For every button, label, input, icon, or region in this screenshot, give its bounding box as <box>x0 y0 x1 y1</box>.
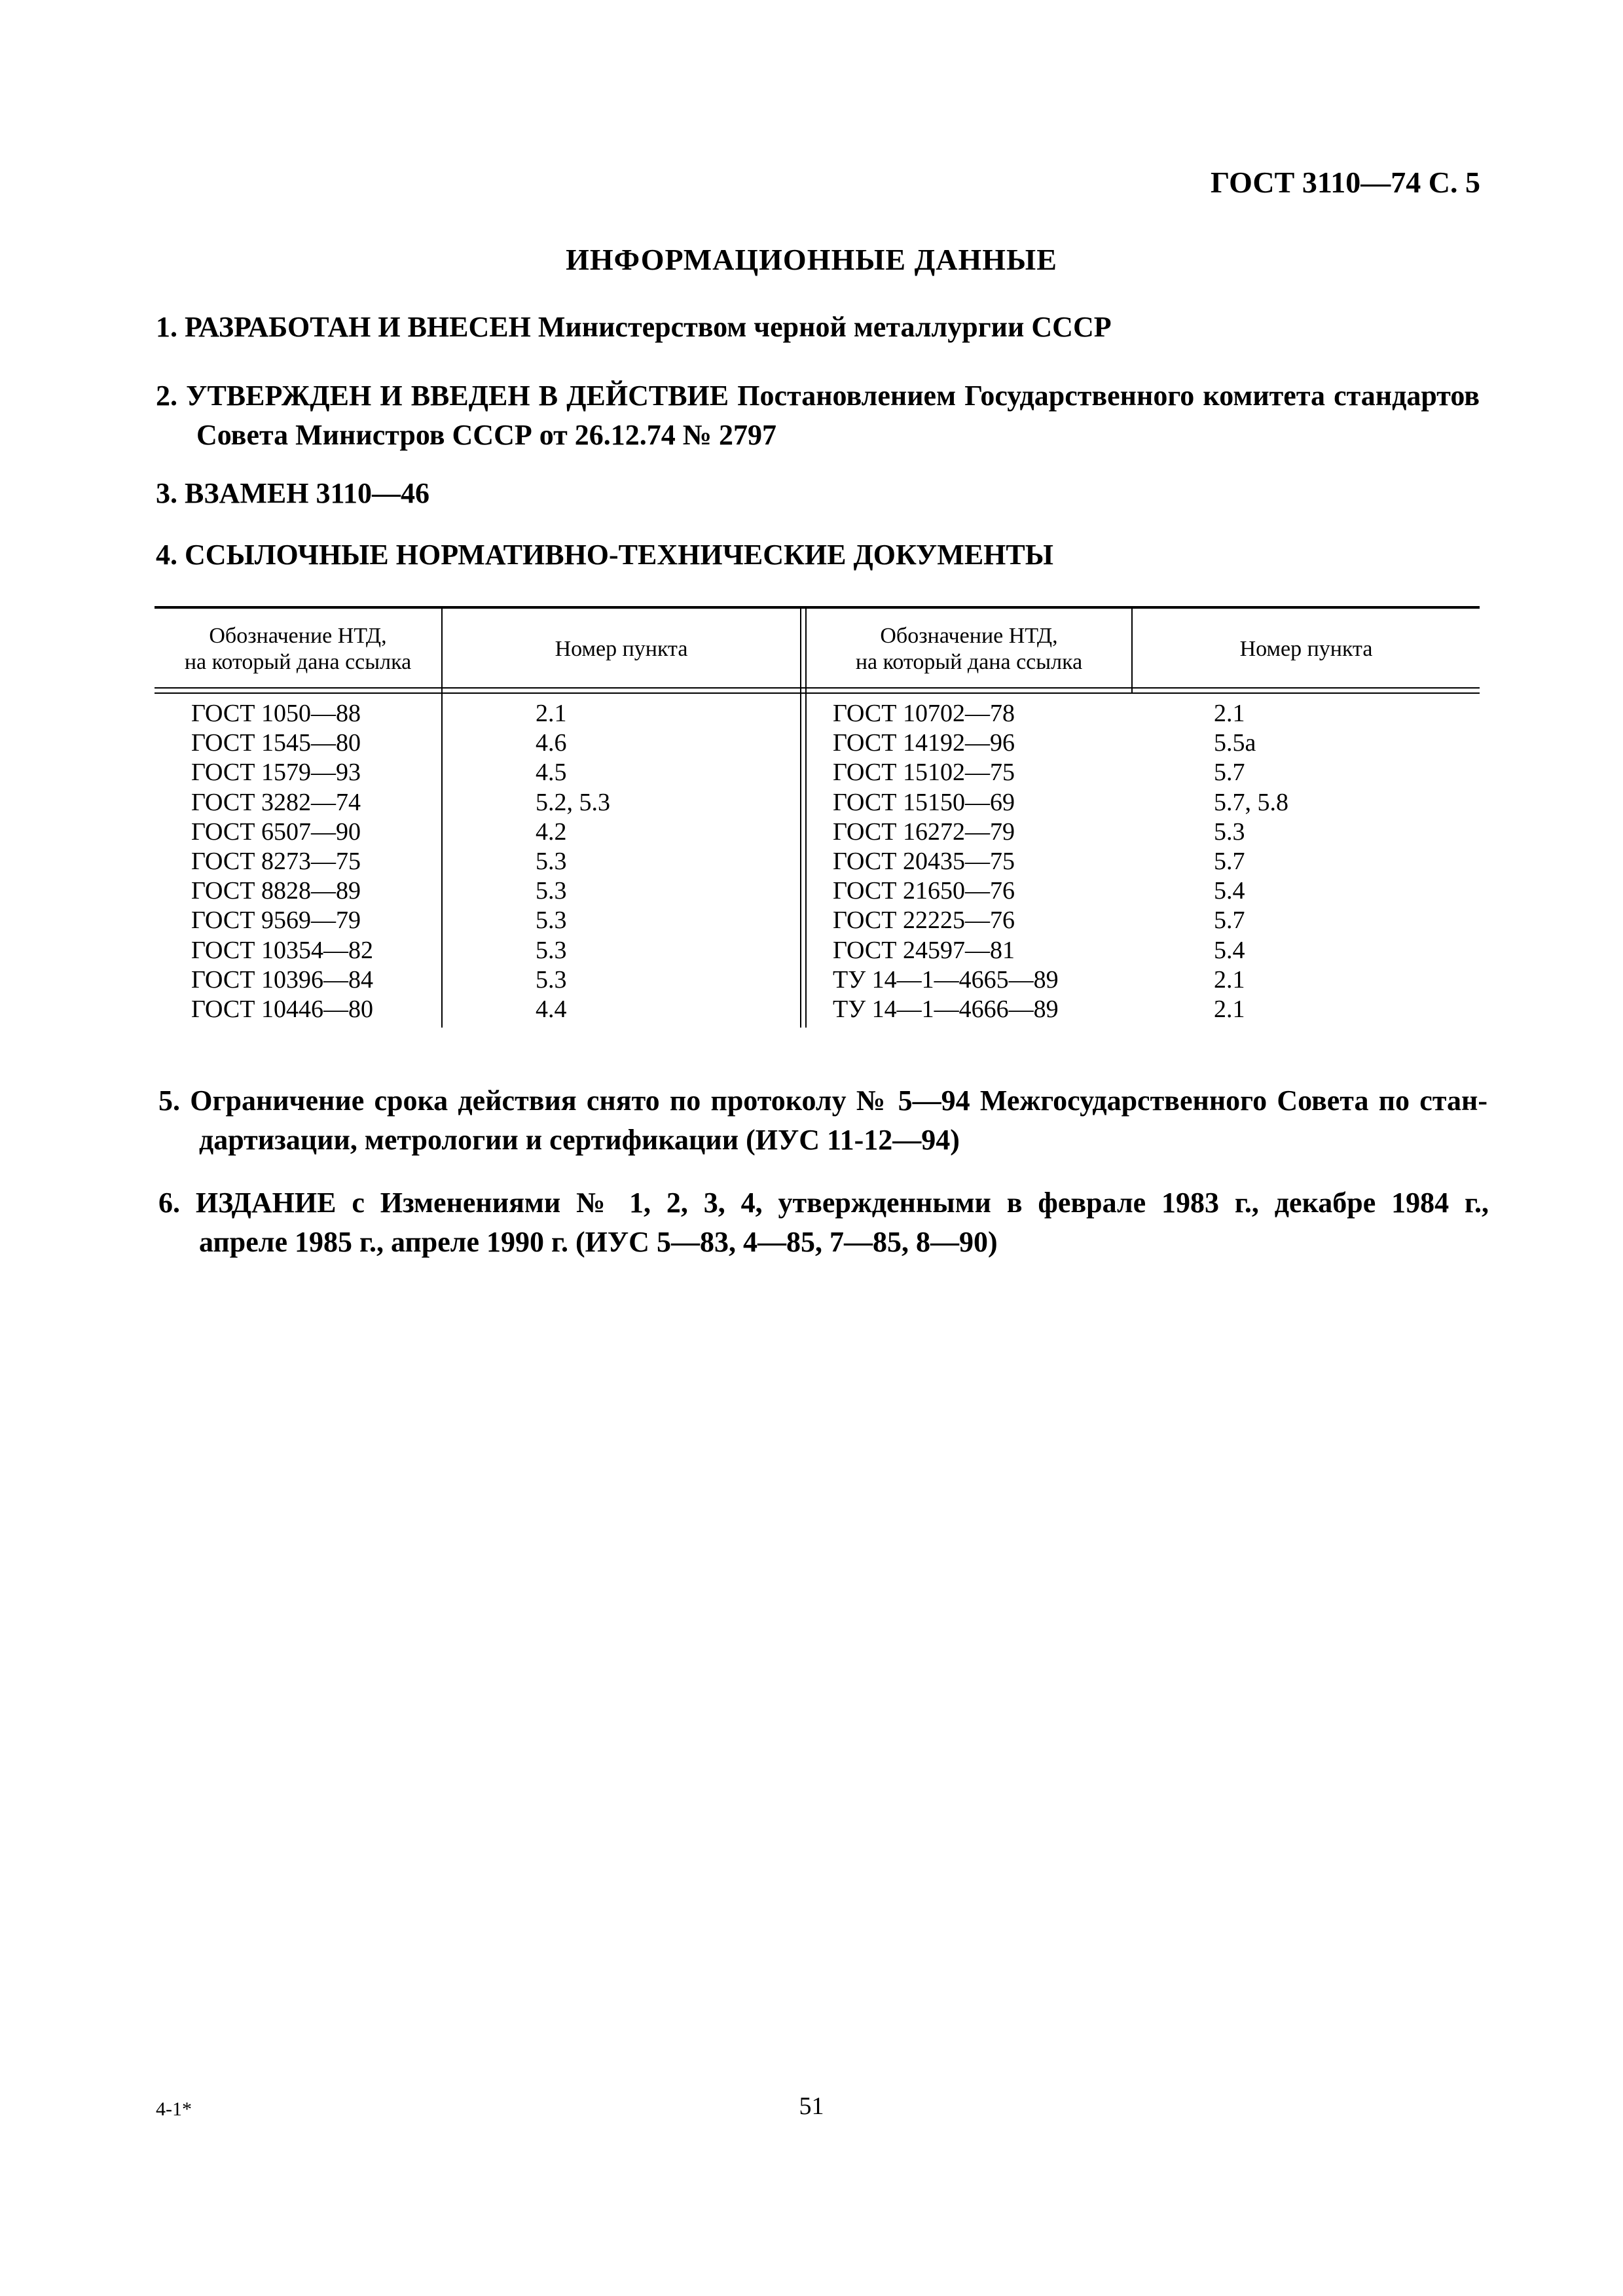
item-replaces <box>156 474 429 513</box>
table-cell: 2.1 <box>536 700 567 727</box>
item-continuation: дартизации, метрологии и сертификации (ИУС 11-12—94) <box>199 1124 960 1156</box>
item-text: Министерством черной металлургии СССР <box>538 311 1112 343</box>
item-text: ССЫЛОЧНЫЕ НОРМАТИВНО-ТЕХНИЧЕСКИЕ ДОКУМЕНТЫ <box>185 539 1053 571</box>
item-developed <box>156 308 1112 347</box>
table-cell: 2.1 <box>1214 965 1245 994</box>
item-number: 1. <box>156 311 177 343</box>
table-cell: ТУ 14—1—4666—89 <box>833 996 1059 1024</box>
table-cell: 4.6 <box>536 729 567 757</box>
table-cell: ГОСТ 8828—89 <box>191 877 361 905</box>
table-cell: 5.3 <box>536 906 567 935</box>
table-cell: ГОСТ 8273—75 <box>191 848 361 876</box>
item-number: 5. <box>158 1085 180 1117</box>
table-cell: 5.3 <box>536 877 567 905</box>
column-divider <box>800 606 801 1028</box>
table-cell: ГОСТ 14192—96 <box>833 729 1015 757</box>
column-divider <box>441 606 443 1028</box>
table-cell: ГОСТ 3282—74 <box>191 788 361 816</box>
header-doc-left <box>155 623 441 675</box>
table-cell: ГОСТ 15102—75 <box>833 759 1015 787</box>
table-cell: 5.7, 5.8 <box>1214 788 1288 816</box>
table-cell: 5.3 <box>536 848 567 876</box>
item-number: 2. <box>156 380 177 412</box>
table-cell: ГОСТ 22225—76 <box>833 906 1015 935</box>
item-edition <box>158 1183 1489 1262</box>
item-validity <box>158 1081 1487 1160</box>
table-cell: ГОСТ 10446—80 <box>191 996 373 1024</box>
column-items-left <box>536 699 610 1024</box>
table-cell: ГОСТ 9569—79 <box>191 906 361 935</box>
column-docs-left <box>191 699 373 1024</box>
table-cell: ГОСТ 15150—69 <box>833 788 1015 816</box>
table-cell: ГОСТ 24597—81 <box>833 936 1015 964</box>
table-cell: 4.2 <box>536 817 567 846</box>
table-cell: 2.1 <box>1214 700 1245 727</box>
document-id: ГОСТ 3110—74 С. 5 <box>1210 166 1480 199</box>
table-cell: 5.4 <box>1214 936 1245 964</box>
item-heading: РАЗРАБОТАН И ВНЕСЕН <box>185 311 531 343</box>
table-cell: ГОСТ 10396—84 <box>191 965 373 994</box>
item-number: 3. <box>156 477 177 509</box>
table-cell: ТУ 14—1—4665—89 <box>833 965 1059 994</box>
item-text: Ограничение срока действия снято по протоколу № 5—94 Межгосударственного Совета по стан- <box>190 1085 1487 1117</box>
item-continuation: апреле 1985 г., апреле 1990 г. (ИУС 5—83, 4—85, 7—85, 8—90) <box>199 1226 998 1258</box>
table-header-rule <box>155 692 1480 694</box>
table-cell: ГОСТ 21650—76 <box>833 877 1015 905</box>
table-cell: ГОСТ 1545—80 <box>191 729 361 757</box>
table-cell: 5.3 <box>536 965 567 994</box>
item-line <box>158 1081 1487 1121</box>
table-cell: ГОСТ 10354—82 <box>191 936 373 964</box>
footer-code: 4-1* <box>156 2098 192 2120</box>
item-text: ИЗДАНИЕ с Изменениями № 1, 2, 3, 4, утвержденными в феврале 1983 г., декабре 1984 г., <box>195 1187 1489 1219</box>
table-header-rule <box>155 687 1480 689</box>
table-cell: 5.3 <box>536 936 567 964</box>
page-title: ИНФОРМАЦИОННЫЕ ДАННЫЕ <box>566 243 1057 276</box>
header-line: на который дана ссылка <box>184 650 412 674</box>
table-cell: 4.4 <box>536 996 567 1024</box>
table-cell: 4.5 <box>536 759 567 787</box>
table-cell: 5.5а <box>1214 729 1256 757</box>
header-item-right: Номер пункта <box>1239 637 1373 661</box>
header-line: на который дана ссылка <box>855 650 1083 674</box>
table-cell: ГОСТ 10702—78 <box>833 700 1015 727</box>
table-cell: 2.1 <box>1214 996 1245 1024</box>
table-cell: ГОСТ 6507—90 <box>191 817 361 846</box>
table-cell: ГОСТ 1579—93 <box>191 759 361 787</box>
table-cell: 5.4 <box>1214 877 1245 905</box>
item-number: 4. <box>156 539 177 571</box>
column-items-right <box>1214 699 1288 1024</box>
item-text: Постановлением Государственного комитета стандартов <box>737 380 1480 412</box>
item-references <box>156 535 1053 575</box>
table-top-rule <box>155 606 1480 609</box>
column-docs-right <box>833 699 1059 1024</box>
table-cell: 5.7 <box>1214 759 1245 787</box>
item-text: ВЗАМЕН 3110—46 <box>185 477 430 509</box>
table-cell: ГОСТ 1050—88 <box>191 700 361 727</box>
table-cell: ГОСТ 16272—79 <box>833 817 1015 846</box>
table-cell: 5.2, 5.3 <box>536 788 610 816</box>
table-cell: ГОСТ 20435—75 <box>833 848 1015 876</box>
page-number: 51 <box>799 2092 824 2120</box>
header-line: Обозначение НТД, <box>880 624 1058 648</box>
table-cell: 5.3 <box>1214 817 1245 846</box>
header-item-left: Номер пункта <box>555 637 688 661</box>
item-approved <box>156 376 1480 455</box>
header-doc-right <box>807 623 1131 675</box>
table-cell: 5.7 <box>1214 848 1245 876</box>
item-line <box>156 376 1480 416</box>
header-line: Обозначение НТД, <box>209 624 387 648</box>
item-continuation: Совета Министров СССР от 26.12.74 № 2797 <box>196 419 776 451</box>
item-number: 6. <box>158 1187 180 1219</box>
item-line <box>158 1183 1489 1223</box>
item-heading: УТВЕРЖДЕН И ВВЕДЕН В ДЕЙСТВИЕ <box>186 380 729 412</box>
table-cell: 5.7 <box>1214 906 1245 935</box>
